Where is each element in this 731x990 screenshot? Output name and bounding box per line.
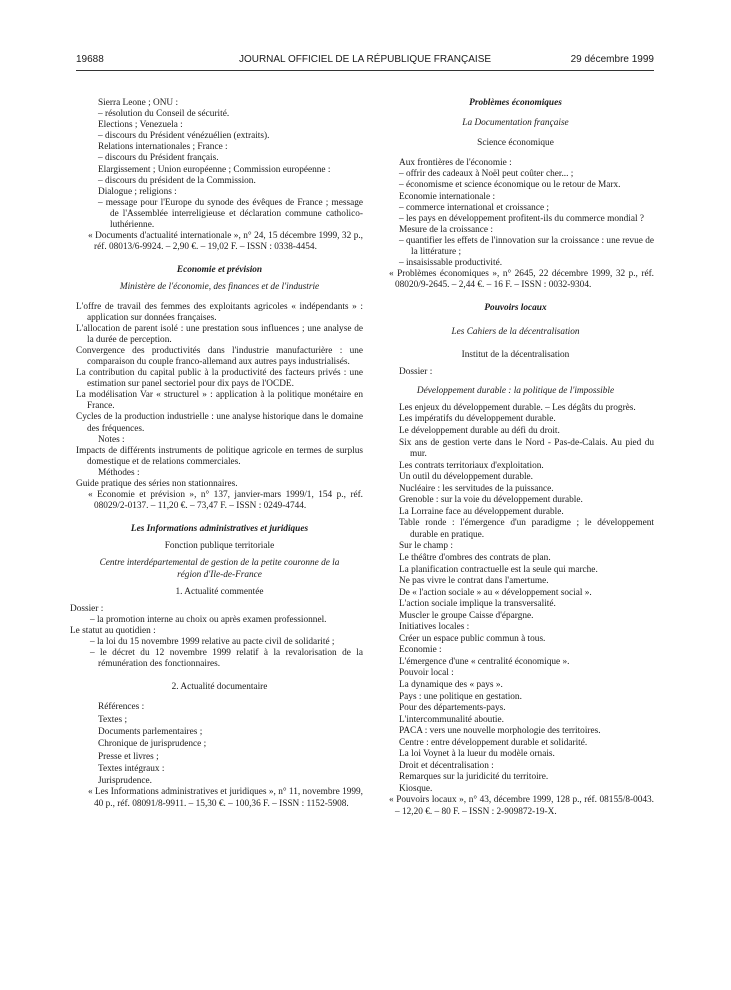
dossier-contents xyxy=(377,403,654,796)
subsection-title: 1. Actualité commentée xyxy=(175,586,264,597)
citation: « Documents d'actualité internationale », n° 24, 15 décembre 1999, 32 p., réf. 08013/6-9924. – 2,90 €. – 19,02 F. – ISSN : 0338-4454. xyxy=(88,231,363,253)
contents-item: Droit et décentralisation : xyxy=(399,760,494,771)
contents-item: Les contrats territoriaux d'exploitation. xyxy=(399,460,544,471)
topic-line: – discours du Président français. xyxy=(98,153,219,164)
section-subtitle: Ministère de l'économie, des finances et de l'industrie xyxy=(119,282,320,293)
reference-item: Textes ; xyxy=(98,714,128,725)
section-subtitle: La Documentation française xyxy=(462,118,569,129)
section-subtitle: Les Cahiers de la décentralisation xyxy=(451,326,580,337)
contents-item: Grenoble : sur la voie du développement durable. xyxy=(399,495,583,506)
contents-item: Economie : xyxy=(399,645,442,656)
citation: « Economie et prévision », n° 137, janvier-mars 1999/1, 154 p., réf. 08029/2-0137. – 11,20 €. – 73,47 F. – ISSN : 0249-4744. xyxy=(88,490,363,512)
article-entry: Convergence des productivités dans l'industrie manufacturière : une comparaison du couple franco-allemand aux autres pays industrialisés. xyxy=(76,345,363,367)
topic-line: – discours du Président vénézuélien (extraits). xyxy=(98,131,270,142)
section-subtitle: Institut de la décentralisation xyxy=(461,349,570,360)
contents-item: Table ronde : l'émergence d'un paradigme ; le développement durable en pratique. xyxy=(399,518,654,540)
citation: « Pouvoirs locaux », n° 43, décembre 1999, 128 p., réf. 08155/8-0043. – 12,20 €. – 80 F. – ISSN : 2-909872-19-X. xyxy=(389,795,654,817)
section-title: Problèmes économiques xyxy=(469,98,562,108)
topic-label: Economie internationale : xyxy=(399,191,496,202)
header-rule xyxy=(76,70,654,71)
contents-item: Le développement durable au défi du droit. xyxy=(399,425,560,436)
section-subtitle: Centre interdépartemental de gestion de la petite couronne de la région d'Ile-de-France xyxy=(99,558,340,580)
dossier-title: Développement durable : la politique de l'impossible xyxy=(416,385,615,396)
contents-item: Ne pas vivre le contrat dans l'amertume. xyxy=(399,576,549,587)
right-column xyxy=(377,98,654,818)
article-entry: Impacts de différents instruments de politique agricole en termes de surplus domestique et de relations commerciales. xyxy=(76,445,363,467)
contents-item: Pays : une politique en gestation. xyxy=(399,691,522,702)
dossier-label: Dossier : xyxy=(399,366,433,377)
topic-line: Dialogue ; religions : xyxy=(98,186,177,197)
topic-line: Relations internationales ; France : xyxy=(98,142,228,153)
topic-line: – message pour l'Europe du synode des évêques de France ; message de l'Assemblée interreligieuse et déclaration commune catholico-luthérienne. xyxy=(98,197,363,231)
article-entry: L'offre de travail des femmes des exploitants agricoles « indépendants » : application sur données françaises. xyxy=(76,301,363,323)
contents-item: Le théâtre d'ombres des contrats de plan. xyxy=(399,552,551,563)
topic-line: – résolution du Conseil de sécurité. xyxy=(98,109,230,120)
section-title: Les Informations administratives et juridiques xyxy=(130,524,309,535)
article-entry: La contribution du capital public à la productivité des facteurs privés : une estimation sur panel sectoriel pour dix pays de l'OCDE. xyxy=(76,368,363,390)
left-column xyxy=(70,98,363,810)
page-number: 19688 xyxy=(76,54,104,65)
contents-item: Pour des départements-pays. xyxy=(399,703,506,714)
citation: « Les Informations administratives et juridiques », n° 11, novembre 1999, 40 p., réf. 08091/8-9911. – 15,30 €. – 100,36 F. – ISSN : 1152-5908. xyxy=(88,787,363,809)
contents-item: Un outil du développement durable. xyxy=(399,472,533,483)
topic-item: – les pays en développement profitent-ils du commerce mondial ? xyxy=(399,213,645,224)
topic-item: – insaisissable productivité. xyxy=(399,258,503,269)
statut-item: – la loi du 15 novembre 1999 relative au pacte civil de solidarité ; xyxy=(90,637,335,648)
page-header xyxy=(76,54,654,68)
subsection-title: 2. Actualité documentaire xyxy=(171,682,268,693)
topic-line: Elections ; Venezuela : xyxy=(98,120,183,131)
article-entry: Cycles de la production industrielle : une analyse historique dans le domaine des fréquences. xyxy=(76,412,363,434)
contents-item: Kiosque. xyxy=(399,783,433,794)
contents-item: L'émergence d'une « centralité économique ». xyxy=(399,656,570,667)
contents-item: Centre : entre développement durable et solidarité. xyxy=(399,737,588,748)
topic-item: – commerce international et croissance ; xyxy=(399,202,549,213)
topic-item: – quantifier les effets de l'innovation sur la croissance : une revue de la littérature ; xyxy=(399,235,654,258)
topic-line: Elargissement ; Union européenne ; Commission européenne : xyxy=(98,164,331,175)
dossier-item: – la promotion interne au choix ou après examen professionnel. xyxy=(90,614,327,625)
contents-item: Remarques sur la juridicité du territoire. xyxy=(399,772,549,783)
dossier-label: Dossier : xyxy=(70,603,104,614)
topic-item: – offrir des cadeaux à Noël peut coûter cher... ; xyxy=(399,169,574,180)
contents-item: PACA : vers une nouvelle morphologie des territoires. xyxy=(399,726,601,737)
contents-item: L'intercommunalité aboutie. xyxy=(399,714,504,725)
reference-item: Chronique de jurisprudence ; xyxy=(98,739,207,750)
section-title: Economie et prévision xyxy=(176,265,263,276)
reference-item: Jurisprudence. xyxy=(98,776,152,787)
topic-label: Mesure de la croissance : xyxy=(399,224,493,235)
contents-item: La dynamique des « pays ». xyxy=(399,680,503,690)
notes-label: Notes : xyxy=(98,434,125,445)
contents-item: L'action sociale implique la transversalité. xyxy=(399,599,556,610)
contents-item: Muscler le groupe Caisse d'épargne. xyxy=(399,610,534,621)
reference-item: Documents parlementaires ; xyxy=(98,727,203,737)
section-subtitle: Fonction publique territoriale xyxy=(164,541,275,552)
section-title: Pouvoirs locaux xyxy=(484,303,547,314)
reference-item: Presse et livres ; xyxy=(98,751,159,762)
references-list xyxy=(76,701,363,787)
topic-item: – économisme et science économique ou le retour de Marx. xyxy=(399,180,621,191)
statut-item: – le décret du 12 novembre 1999 relatif à la revalorisation de la rémunération des fonctionnaires. xyxy=(90,648,363,670)
topic-line: Sierra Leone ; ONU : xyxy=(98,98,179,108)
contents-item: La planification contractuelle est la seule qui marche. xyxy=(399,564,598,575)
issue-date: 29 décembre 1999 xyxy=(570,54,654,65)
contents-item: Six ans de gestion verte dans le Nord - Pas-de-Calais. Au pied du mur. xyxy=(399,437,654,460)
journal-title: JOURNAL OFFICIEL DE LA RÉPUBLIQUE FRANÇAISE xyxy=(238,54,492,65)
contents-item: Sur le champ : xyxy=(399,541,453,552)
article-entry: Guide pratique des séries non stationnaires. xyxy=(76,479,238,489)
contents-item: Initiatives locales : xyxy=(399,622,470,633)
contents-item: Pouvoir local : xyxy=(399,668,454,679)
methodes-label: Méthodes : xyxy=(98,467,140,478)
contents-item: Nucléaire : les servitudes de la puissance. xyxy=(399,483,554,494)
reference-item: Textes intégraux : xyxy=(98,763,165,774)
intl-topics xyxy=(76,98,363,231)
section-subtitle: Science économique xyxy=(477,138,554,149)
article-entry: L'allocation de parent isolé : une prestation sous influences ; une analyse de la durée de perception. xyxy=(76,323,363,345)
topic-line: – discours du président de la Commission. xyxy=(98,175,256,186)
citation: « Problèmes économiques », n° 2645, 22 décembre 1999, 32 p., réf. 08020/9-2645. – 2,44 €. – 16 F. – ISSN : 0032-9304. xyxy=(389,269,654,291)
contents-item: La Lorraine face au développement durable. xyxy=(399,506,564,517)
statut-label: Le statut au quotidien : xyxy=(70,625,156,636)
contents-item: Créer un espace public commun à tous. xyxy=(399,633,546,644)
contents-item: Les impératifs du développement durable. xyxy=(399,414,556,425)
article-entry: La modélisation Var « structurel » : application à la politique monétaire en France. xyxy=(76,390,363,412)
contents-item: Les enjeux du développement durable. – Les dégâts du progrès. xyxy=(399,402,636,413)
topic-label: Aux frontières de l'économie : xyxy=(399,158,512,169)
contents-item: De « l'action sociale » au « développement social ». xyxy=(399,587,592,598)
contents-item: La loi Voynet à la lueur du modèle ornais. xyxy=(399,749,555,760)
reference-item: Références : xyxy=(98,702,145,713)
